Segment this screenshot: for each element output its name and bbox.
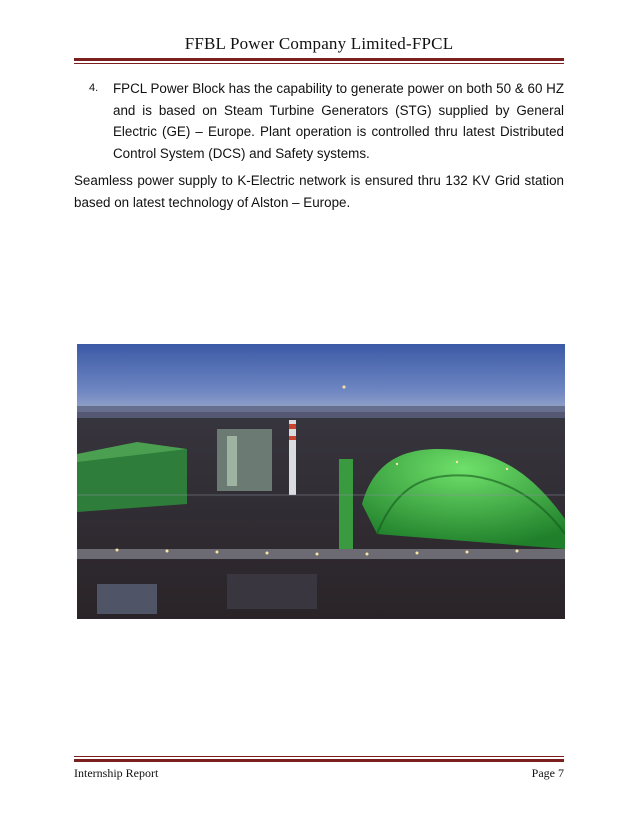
- footer-page-number: Page 7: [531, 766, 564, 780]
- item-text: FPCL Power Block has the capability to generate power on both 50 & 60 HZ and is based on Steam Turbine Generators (STG) supplied by General Electric (GE) – Europe. Plant operation is controlled thru latest Distributed Control System (DCS) and Safety systems.: [113, 81, 564, 161]
- numbered-item: [89, 78, 564, 164]
- body-paragraph: Seamless power supply to K-Electric network is ensured thru 132 KV Grid station based on latest technology of Alston – Europe.: [74, 173, 564, 210]
- footer-rule-thick: [74, 759, 564, 762]
- header-rule-thick: [74, 58, 564, 61]
- power-plant-photo: [77, 344, 565, 619]
- header-rule-thin: [74, 63, 564, 64]
- footer-rule-thin: [74, 756, 564, 757]
- item-number: 4.: [89, 82, 99, 94]
- page-header-title: FFBL Power Company Limited-FPCL: [184, 34, 454, 53]
- footer-report-label: Internship Report: [74, 766, 159, 780]
